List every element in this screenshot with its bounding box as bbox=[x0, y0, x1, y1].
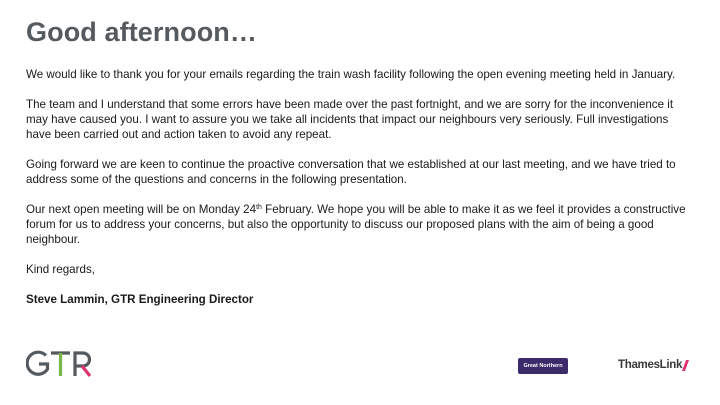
paragraph-apology: The team and I understand that some errors have been made over the past fortnight, and we are sorry for the inconvenience it may have caused you. I want to assure you we take all incidents that impact our neighbours very seriously. Full investigations have been carried out and action taken to avoid any repeat. bbox=[26, 98, 674, 141]
page-title: Good afternoon… bbox=[26, 17, 257, 47]
thameslink-slash-icon bbox=[682, 360, 689, 371]
paragraph-going-forward: Going forward we are keen to continue the proactive conversation that we established at our last meeting, and we have tried to address some of the questions and concerns in the following presentation. bbox=[26, 158, 676, 186]
paragraph-thanks: We would like to thank you for your emails regarding the train wash facility following the open evening meeting held in January. bbox=[26, 68, 676, 81]
letter-body bbox=[26, 67, 696, 322]
paragraph-next-meeting bbox=[26, 202, 696, 247]
great-northern-logo bbox=[518, 358, 568, 374]
thameslink-logo-text: ThamesLink bbox=[618, 359, 683, 371]
gtr-logo bbox=[26, 348, 98, 380]
next-meeting-text-end: February. We hope you will be able to make it as we feel it provides a constructive forum for us to address your concerns, but also the opportunity to discuss our proposed plans with the aim of being a good neighbour. bbox=[26, 203, 686, 246]
next-meeting-text-start: Our next open meeting will be on Monday 24 bbox=[26, 203, 257, 216]
signature: Steve Lammin, GTR Engineering Director bbox=[26, 293, 254, 306]
date-ordinal-suffix: th bbox=[256, 204, 262, 211]
great-northern-logo-text: Great Northern bbox=[523, 363, 563, 369]
closing-line: Kind regards, bbox=[26, 263, 95, 276]
thameslink-logo bbox=[618, 357, 687, 373]
